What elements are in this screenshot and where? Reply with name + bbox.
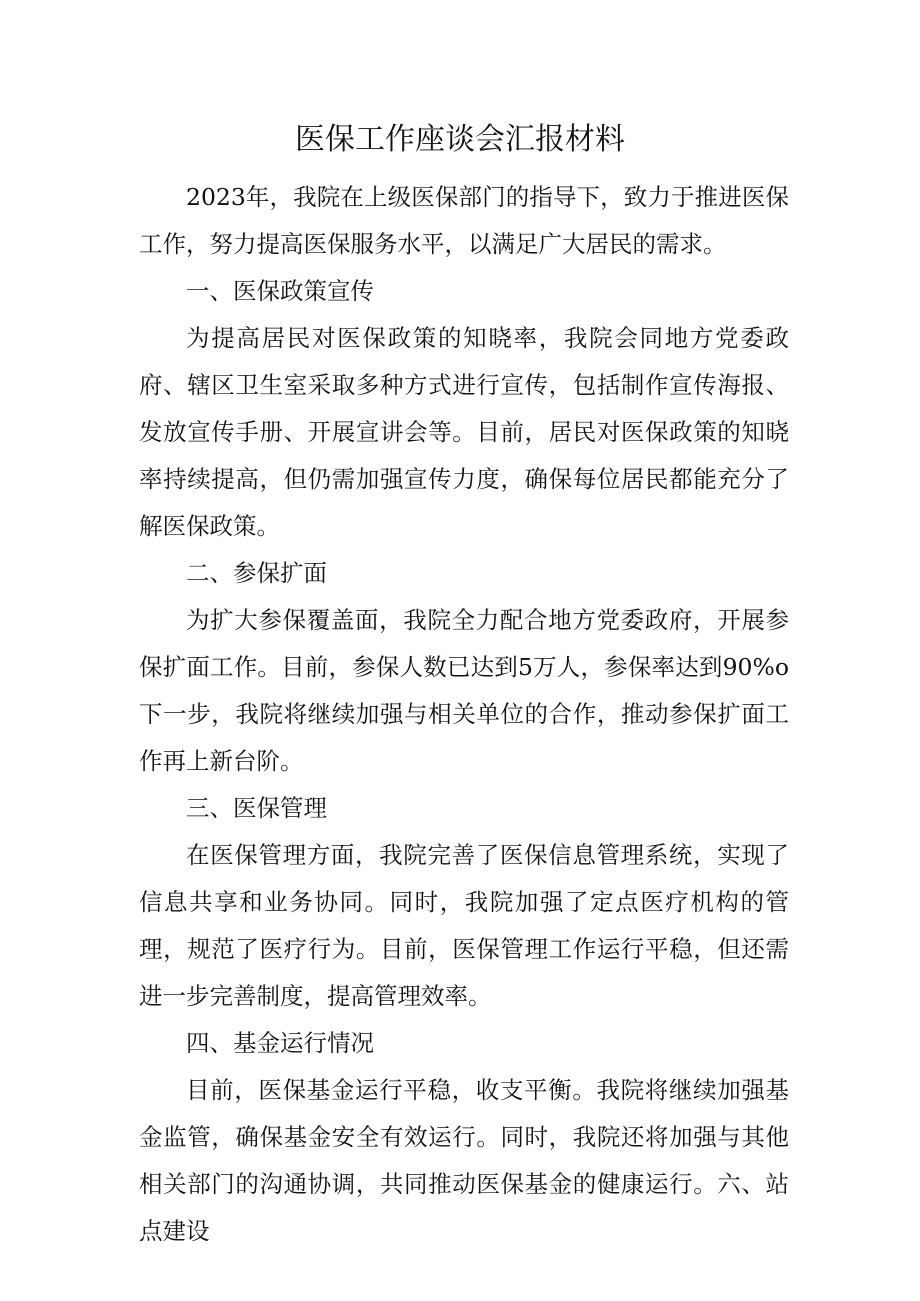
fund-operation-paragraph: 目前，医保基金运行平稳，收支平衡。我院将继续加强基金监管，确保基金安全有效运行。同时，我院还将加强与其他相关部门的沟通协调，共同推动医保基金的健康运行。六、站点建设 xyxy=(139,1076,789,1245)
intro-paragraph: 2023年，我院在上级医保部门的指导下，致力于推进医保工作，努力提高医保服务水平，以满足广大居民的需求。 xyxy=(139,183,789,258)
section-heading-insurance-management: 三、医保管理 xyxy=(186,794,327,822)
document-title: 医保工作座谈会汇报材料 xyxy=(295,122,625,157)
policy-promotion-paragraph: 为提高居民对医保政策的知晓率，我院会同地方党委政府、辖区卫生室采取多种方式进行宣传，包括制作宣传海报、发放宣传手册、开展宣讲会等。目前，居民对医保政策的知晓率持续提高，但仍需加强宣传力度，确保每位居民都能充分了解医保政策。 xyxy=(139,324,789,540)
enrollment-expansion-paragraph: 为扩大参保覆盖面，我院全力配合地方党委政府，开展参保扩面工作。目前，参保人数已达到5万人，参保率达到90%o下一步，我院将继续加强与相关单位的合作，推动参保扩面工作再上新台阶。 xyxy=(139,606,789,775)
section-heading-enrollment-expansion: 二、参保扩面 xyxy=(186,559,327,587)
document-body xyxy=(139,174,789,1255)
section-heading-policy-promotion: 一、医保政策宣传 xyxy=(186,277,374,305)
insurance-management-paragraph: 在医保管理方面，我院完善了医保信息管理系统，实现了信息共享和业务协同。同时，我院加强了定点医疗机构的管理，规范了医疗行为。目前，医保管理工作运行平稳，但还需进一步完善制度，提高管理效率。 xyxy=(139,841,789,1010)
section-heading-fund-operation: 四、基金运行情况 xyxy=(186,1029,374,1057)
